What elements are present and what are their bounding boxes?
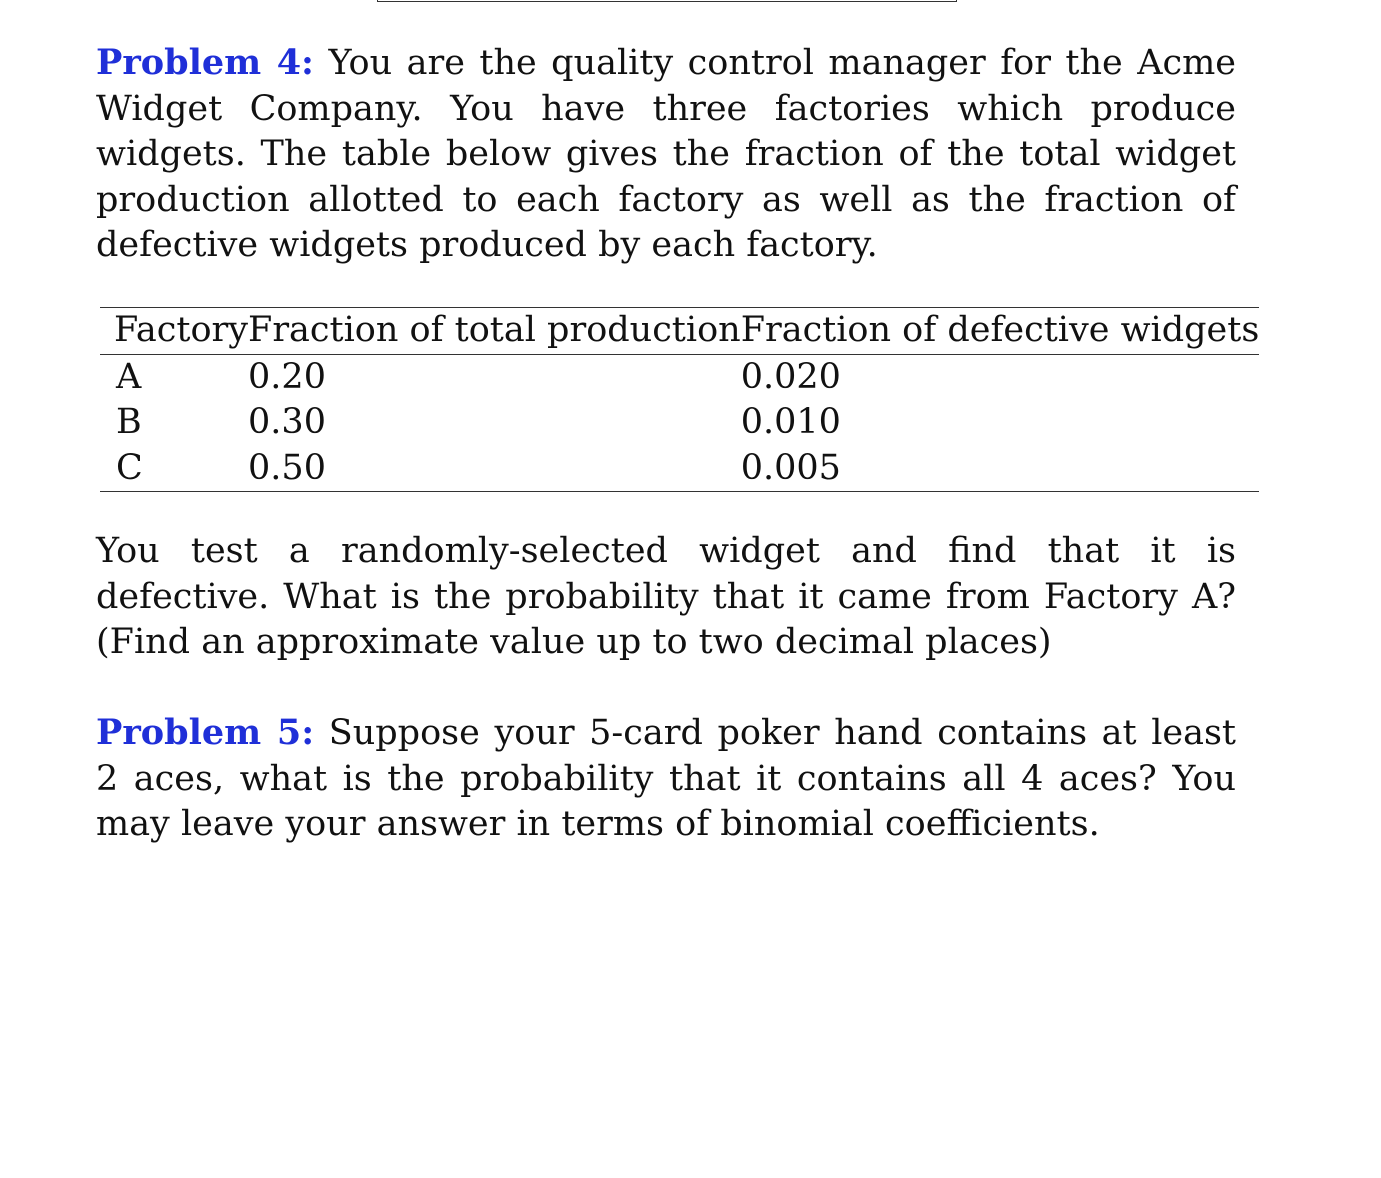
problem-4-paragraph (96, 40, 1236, 269)
header-fraction-total-production: Fraction of total production (248, 310, 741, 350)
table-header-row (100, 308, 1259, 355)
factory-cell: A (116, 356, 142, 397)
table-row (100, 400, 1259, 446)
problem-4-label: Problem 4: (96, 42, 314, 83)
question-text: You test a randomly-selected widget and find that it is defective. What is the probability that it came from Factory A? (Find an approximate value up to two decimal places) (96, 531, 1236, 662)
production-cell: 0.30 (248, 402, 326, 442)
question-paragraph (96, 529, 1236, 666)
factory-table (100, 307, 1259, 492)
factory-cell: C (116, 447, 143, 488)
defective-cell: 0.005 (740, 447, 841, 488)
factory-table-container (100, 307, 1260, 492)
problem-4-text: You are the quality control manager for the Acme Widget Company. You have three factories which produce widgets. The table below gives the fraction of the total widget production allotted to each factory as well as the fraction of defective widgets produced by each factory. (96, 43, 1236, 265)
production-cell: 0.20 (248, 356, 326, 397)
header-fraction-defective: Fraction of defective widgets (740, 310, 1260, 350)
factory-cell: B (116, 402, 142, 442)
problem-5-label: Problem 5: (96, 712, 315, 753)
table-row (100, 354, 1259, 400)
top-divider (377, 0, 957, 2)
problem-5-paragraph (96, 710, 1236, 848)
problem-5-text: Suppose your 5-card poker hand contains at least 2 aces, what is the probability that it contains all 4 aces? You may leave your answer in terms of binomial coefficients. (96, 713, 1236, 844)
defective-cell: 0.020 (740, 356, 841, 397)
production-cell: 0.50 (248, 447, 326, 488)
table-row (100, 446, 1259, 492)
header-factory: Factory (114, 310, 249, 350)
defective-cell: 0.010 (740, 402, 841, 442)
